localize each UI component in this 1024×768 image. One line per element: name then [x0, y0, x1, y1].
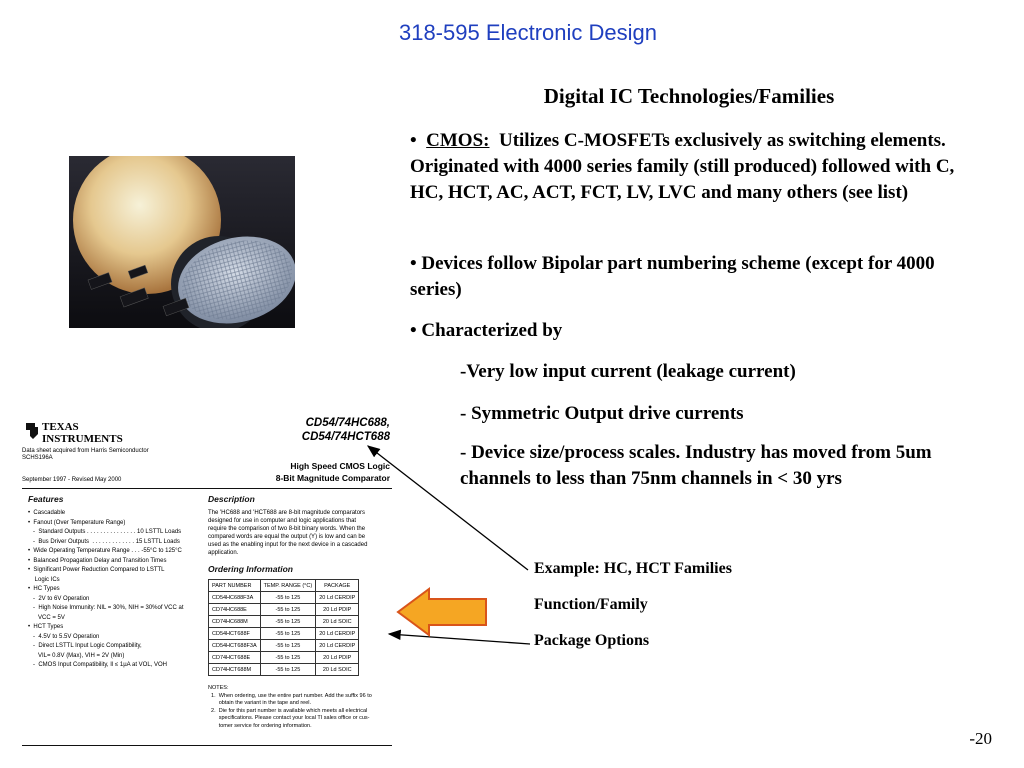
description-line: compared words are equal the output (Y) is low and can be: [208, 534, 366, 540]
bullet-part-numbering: • Devices follow Bipolar part numbering scheme (except for 4000 series): [410, 253, 935, 300]
table-cell: CD74HCT688M: [209, 664, 261, 676]
table-cell: CD74HC688M: [209, 616, 261, 628]
annotation-function: Function/Family: [534, 596, 648, 613]
bullet-characterized: • Characterized by: [410, 320, 563, 341]
feature-line: • Cascadable: [28, 510, 66, 516]
table-cell: 20 Ld CERDIP: [316, 592, 359, 604]
ti-company-line1: TEXAS: [42, 421, 79, 433]
ordering-header: PACKAGE: [316, 580, 359, 592]
table-cell: CD54HCT688F3A: [209, 640, 261, 652]
ds-date: September 1997 - Revised May 2000: [22, 477, 122, 483]
sub-symmetric-drive: - Symmetric Output drive currents: [460, 403, 744, 424]
note-line: 1. When ordering, use the entire part number. Add the suffix 96 to: [208, 692, 372, 699]
table-cell: -55 to 125: [260, 652, 316, 664]
table-cell: 20 Ld CERDIP: [316, 628, 359, 640]
ds-subtitle-1: High Speed CMOS Logic: [290, 461, 390, 471]
feature-line: - Bus Driver Outputs . . . . . . . . . . . . . 15 LSTTL Loads: [28, 538, 180, 545]
slide-heading: Digital IC Technologies/Families: [543, 84, 835, 108]
ti-company-line2: INSTRUMENTS: [42, 433, 123, 445]
ordering-header: PART NUMBER: [209, 580, 261, 592]
annotation-package: Package Options: [534, 632, 650, 649]
feature-line: • Wide Operating Temperature Range . . . -55°C to 125°C: [28, 548, 182, 554]
feature-line: - Standard Outputs . . . . . . . . . . . . . . . 10 LSTTL Loads: [28, 529, 182, 535]
doc-number: SCHS196A: [22, 455, 53, 461]
cmos-text: Utilizes C-MOSFETs exclusively as switching elements. Originated with 4000 series family (still produced) followed with C, HC, HCT, AC, ACT, FCT, LV, LVC and many others (see list): [410, 130, 955, 203]
sub-low-input-current: -Very low input current (leakage current): [460, 361, 796, 382]
note-line: 2. Die for this part number is available which meets all electrical: [208, 707, 368, 714]
acquired-note: Data sheet acquired from Harris Semiconductor: [22, 448, 149, 454]
function-arrow-icon: [398, 589, 486, 635]
page-number: -20: [969, 729, 992, 748]
table-cell: 20 Ld PDIP: [316, 604, 359, 616]
course-title: 318-595 Electronic Design: [398, 20, 658, 45]
annotation-example: Example: HC, HCT Families: [534, 560, 732, 577]
table-cell: 20 Ld SOIC: [316, 616, 359, 628]
feature-line: Logic ICs: [28, 576, 60, 583]
table-cell: -55 to 125: [260, 640, 316, 652]
description-title: Description: [208, 494, 255, 504]
note-line: NOTES:: [208, 685, 229, 691]
part-number-1: CD54/74HC688,: [305, 417, 390, 429]
feature-line: • Balanced Propagation Delay and Transition Times: [28, 557, 167, 564]
ordering-header: TEMP. RANGE (°C): [260, 580, 316, 592]
table-cell: CD74HC688E: [209, 604, 261, 616]
ds-subtitle-2: 8-Bit Magnitude Comparator: [275, 473, 390, 483]
feature-line: • Significant Power Reduction Compared to LSTTL: [28, 567, 165, 573]
ordering-title: Ordering Information: [208, 564, 293, 574]
example-pointer-line: [368, 446, 528, 570]
table-cell: 20 Ld PDIP: [316, 652, 359, 664]
feature-line: • HC Types: [28, 586, 60, 592]
feature-line: • HCT Types: [28, 624, 64, 630]
table-cell: 20 Ld CERDIP: [316, 640, 359, 652]
description-line: require the comparison of two 8-bit binary words. When the: [208, 526, 366, 532]
features-title: Features: [28, 494, 64, 504]
description-line: designed for use in computer and logic applications that: [208, 518, 357, 524]
feature-line: VIL= 0.8V (Max), VIH = 2V (Min): [28, 652, 125, 659]
feature-line: - 2V to 6V Operation: [28, 595, 90, 602]
package-pointer-line: [389, 634, 530, 644]
sub-device-scaling: - Device size/process scales. Industry has moved from 5um channels to less than 75nm channels in < 30 yrs: [460, 442, 932, 489]
feature-line: - 4.5V to 5.5V Operation: [28, 633, 100, 640]
table-cell: -55 to 125: [260, 604, 316, 616]
part-number-2: CD54/74HCT688: [301, 431, 390, 443]
table-cell: CD74HCT688E: [209, 652, 261, 664]
description-line: application.: [208, 550, 239, 556]
feature-line: - CMOS Input Compatibility, Il ≤ 1µA at VOL, VOH: [28, 662, 168, 668]
feature-line: VCC = 5V: [28, 614, 65, 621]
table-cell: -55 to 125: [260, 628, 316, 640]
table-cell: -55 to 125: [260, 664, 316, 676]
description-line: used as the enabling input for the next device in a cascaded: [208, 542, 368, 548]
note-line: specifications. Please contact your local TI sales office or cus-: [208, 715, 370, 721]
table-cell: -55 to 125: [260, 592, 316, 604]
table-cell: 20 Ld SOIC: [316, 664, 359, 676]
table-cell: -55 to 125: [260, 616, 316, 628]
cmos-label: CMOS:: [426, 130, 490, 151]
note-line: tomer service for ordering information.: [208, 722, 312, 729]
table-cell: CD54HCT688F: [209, 628, 261, 640]
note-line: obtain the variant in the tape and reel.: [208, 700, 312, 706]
feature-line: - Direct LSTTL Input Logic Compatibility,: [28, 643, 142, 649]
table-cell: CD54HC688F3A: [209, 592, 261, 604]
feature-line: - High Noise Immunity: NIL = 30%, NIH = 30%of VCC at: [28, 605, 184, 611]
bullet-marker: •: [410, 130, 417, 151]
feature-line: • Fanout (Over Temperature Range): [28, 519, 126, 526]
description-line: The 'HC688 and 'HCT688 are 8-bit magnitude comparators: [208, 510, 366, 516]
